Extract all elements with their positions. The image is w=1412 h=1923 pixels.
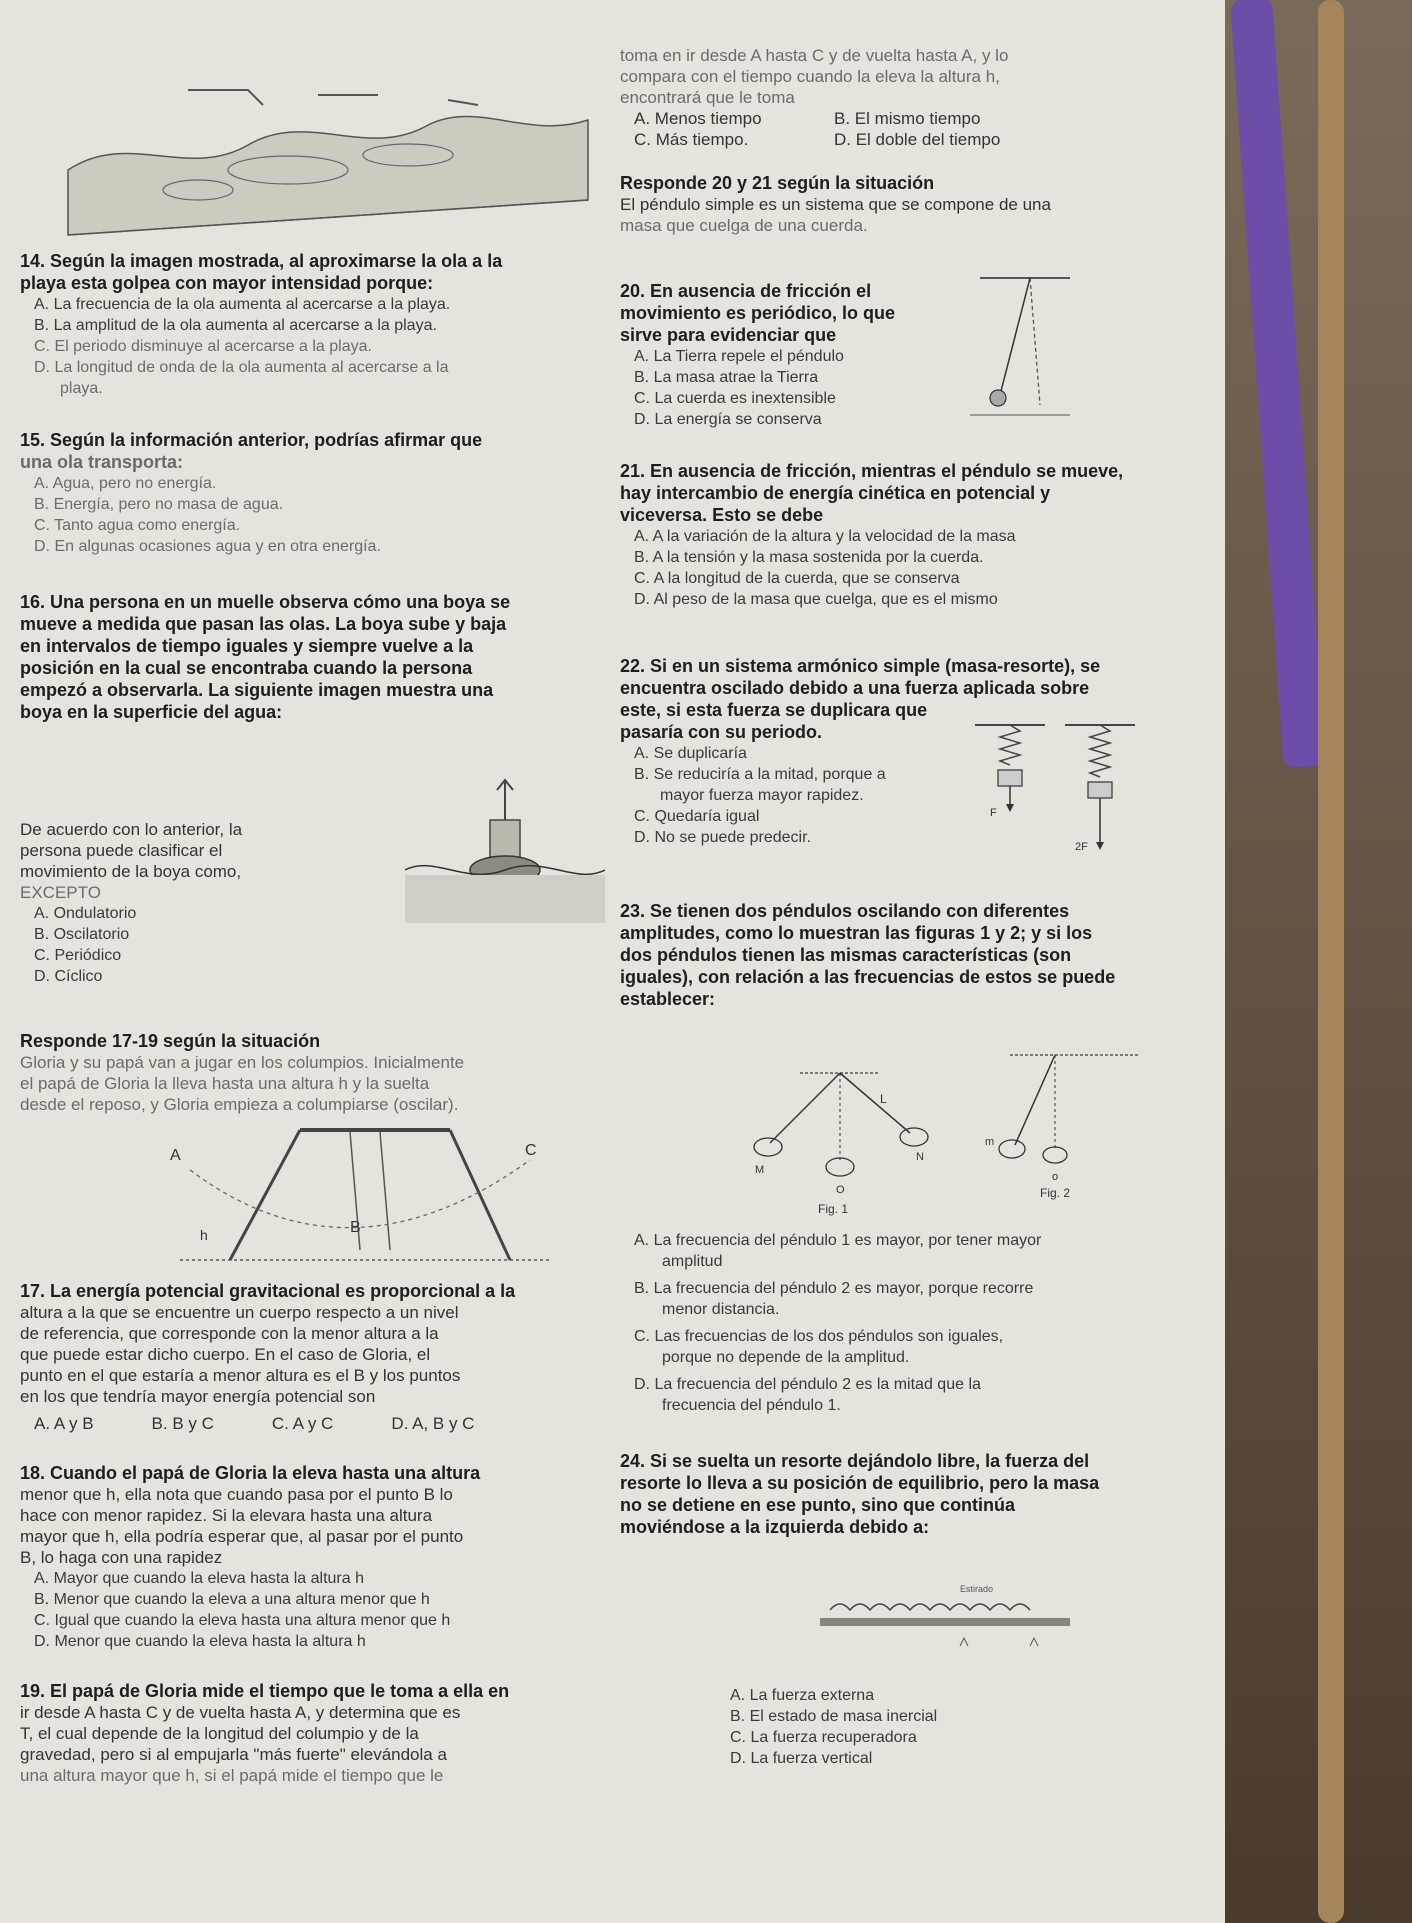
q14-option: playa. — [60, 380, 103, 397]
q22-line: 22. Si en un sistema armónico simple (masa-resorte), se — [620, 656, 1101, 676]
question-17 — [20, 1280, 630, 1434]
situation-20-21-header: Responde 20 y 21 según la situación — [620, 173, 935, 193]
q22-option[interactable]: B. Se reduciría a la mitad, porque a — [634, 766, 886, 783]
situation-20-21-text: El péndulo simple es un sistema que se compone de una — [620, 195, 1051, 214]
q24-line: no se detiene en ese punto, sino que continúa — [620, 1495, 1016, 1515]
q14-option[interactable]: C. El periodo disminuye al acercarse a la playa. — [34, 338, 372, 355]
q15-line: una ola transporta: — [20, 452, 184, 472]
q22-line: encuentra oscilado debido a una fuerza aplicada sobre — [620, 678, 1090, 698]
q15-option[interactable]: A. Agua, pero no energía. — [34, 475, 217, 492]
q16-line: boya en la superficie del agua: — [20, 702, 283, 722]
swing-label-a: A — [170, 1147, 181, 1164]
q17-option[interactable]: A. A y B — [34, 1414, 94, 1433]
q20-option[interactable]: B. La masa atrae la Tierra — [634, 369, 819, 386]
q19-continuation: encontrará que le toma — [620, 88, 795, 107]
q23-option-continued: amplitud — [662, 1253, 723, 1270]
q17-line: que puede estar dicho cuerpo. En el caso de Gloria, el — [20, 1345, 431, 1364]
q16-option[interactable]: A. Ondulatorio — [34, 905, 137, 922]
q20-line: 20. En ausencia de fricción el — [620, 281, 872, 301]
q15-option[interactable]: B. Energía, pero no masa de agua. — [34, 496, 284, 513]
q23-line: 23. Se tienen dos péndulos oscilando con diferentes — [620, 901, 1070, 921]
q18-option[interactable]: B. Menor que cuando la eleva a una altura menor que h — [34, 1591, 430, 1608]
q19-option[interactable]: A. Menos tiempo — [634, 109, 762, 128]
q16-text: movimiento de la boya como, — [20, 862, 242, 881]
q23-line: dos péndulos tienen las mismas características (son — [620, 945, 1072, 965]
swing-label-c: C — [525, 1142, 537, 1159]
question-14 — [20, 250, 610, 399]
q23-line: establecer: — [620, 989, 716, 1009]
q16-line: 16. Una persona en un muelle observa cómo una boya se — [20, 592, 511, 612]
q20-option[interactable]: A. La Tierra repele el péndulo — [634, 348, 844, 365]
question-15 — [20, 429, 610, 557]
question-18 — [20, 1462, 630, 1652]
q18-line: 18. Cuando el papá de Gloria la eleva hasta una altura — [20, 1463, 481, 1483]
q21-line: hay intercambio de energía cinética en potencial y — [620, 483, 1051, 503]
q21-option[interactable]: B. A la tensión y la masa sostenida por la cuerda. — [634, 549, 984, 566]
q19-continuation: compara con el tiempo cuando la eleva la altura h, — [620, 67, 1000, 86]
q18-line: B, lo haga con una rapidez — [20, 1548, 223, 1567]
q17-option[interactable]: B. B y C — [151, 1414, 214, 1433]
fig1-caption: Fig. 1 — [818, 1202, 849, 1216]
q15-option[interactable]: D. En algunas ocasiones agua y en otra energía. — [34, 538, 381, 555]
q20-option[interactable]: C. La cuerda es inextensible — [634, 390, 836, 407]
q16-option[interactable]: C. Periódico — [34, 947, 122, 964]
q17-option[interactable]: D. A, B y C — [391, 1414, 475, 1433]
swing-label-b: B — [350, 1219, 361, 1236]
q18-line: mayor que h, ella podría esperar que, al pasar por el punto — [20, 1527, 464, 1546]
q18-line: menor que h, ella nota que cuando pasa por el punto B lo — [20, 1485, 453, 1504]
q16-text: persona puede clasificar el — [20, 841, 223, 860]
q24-line: moviéndose a la izquierda debido a: — [620, 1517, 930, 1537]
fig1-label-o: O — [836, 1184, 845, 1196]
q16-option[interactable]: D. Cíclico — [34, 968, 103, 985]
q24-line: resorte lo lleva a su posición de equilibrio, pero la masa — [620, 1473, 1100, 1493]
q21-option[interactable]: A. A la variación de la altura y la velocidad de la masa — [634, 528, 1016, 545]
q19-line: T, el cual depende de la longitud del columpio y de la — [20, 1724, 419, 1743]
q19-option[interactable]: B. El mismo tiempo — [834, 109, 981, 128]
q22-option[interactable]: C. Quedaría igual — [634, 808, 760, 825]
q16-option[interactable]: B. Oscilatorio — [34, 926, 130, 943]
fig2-label-o: o — [1052, 1171, 1059, 1183]
situation-17-19-text: el papá de Gloria la lleva hasta una altura h y la suelta — [20, 1074, 430, 1093]
q14-line: 14. Según la imagen mostrada, al aproximarse la ola a la — [20, 251, 503, 271]
q23-option[interactable]: C. Las frecuencias de los dos péndulos son iguales, — [634, 1328, 1004, 1345]
q16-text: De acuerdo con lo anterior, la — [20, 820, 243, 839]
wooden-pencil — [1318, 0, 1344, 1923]
q23-option[interactable]: B. La frecuencia del péndulo 2 es mayor, porque recorre — [634, 1280, 1034, 1297]
q14-option[interactable]: A. La frecuencia de la ola aumenta al acercarse a la playa. — [34, 296, 451, 313]
q14-option[interactable]: B. La amplitud de la ola aumenta al acercarse a la playa. — [34, 317, 437, 334]
q20-line: sirve para evidenciar que — [620, 325, 837, 345]
q24-option[interactable]: A. La fuerza externa — [730, 1687, 875, 1704]
q23-line: iguales), con relación a las frecuencias de estos se puede — [620, 967, 1116, 987]
fig2-caption: Fig. 2 — [1040, 1186, 1071, 1200]
buoy-illustration — [405, 775, 605, 925]
q24-option[interactable]: C. La fuerza recuperadora — [730, 1729, 917, 1746]
swing-illustration — [150, 1120, 580, 1270]
situation-17-19-text: desde el reposo, y Gloria empieza a columpiarse (oscilar). — [20, 1095, 459, 1114]
q19-line: ir desde A hasta C y de vuelta hasta A, y determina que es — [20, 1703, 461, 1722]
q17-line: en los que tendría mayor energía potencial son — [20, 1387, 376, 1406]
two-pendulums-figure — [740, 1015, 1160, 1225]
q24-line: 24. Si se suelta un resorte dejándolo libre, la fuerza del — [620, 1451, 1090, 1471]
q18-line: hace con menor rapidez. Si la elevara hasta una altura — [20, 1506, 433, 1525]
force-label-f: F — [990, 807, 997, 819]
fig2-label-m: m — [985, 1136, 995, 1148]
q16-line: mueve a medida que pasan las olas. La boya sube y baja — [20, 614, 507, 634]
question-16 — [20, 591, 610, 723]
fig1-label-n: N — [916, 1151, 924, 1163]
q21-option[interactable]: C. A la longitud de la cuerda, que se conserva — [634, 570, 960, 587]
q22-option-continued: mayor fuerza mayor rapidez. — [660, 787, 864, 804]
horizontal-spring-illustration — [820, 1580, 1080, 1660]
q24-option[interactable]: D. La fuerza vertical — [730, 1750, 873, 1767]
q21-line: viceversa. Esto se debe — [620, 505, 824, 525]
q19-line: una altura mayor que h, si el papá mide el tiempo que le — [20, 1766, 444, 1785]
q23-option[interactable]: A. La frecuencia del péndulo 1 es mayor, por tener mayor — [634, 1232, 1042, 1249]
q24-option[interactable]: B. El estado de masa inercial — [730, 1708, 938, 1725]
q23-line: amplitudes, como lo muestran las figuras 1 y 2; y si los — [620, 923, 1093, 943]
q19-line: gravedad, pero si al empujarla "más fuerte" elevándola a — [20, 1745, 447, 1764]
q22-line: pasaría con su periodo. — [620, 722, 823, 742]
q18-option[interactable]: D. Menor que cuando la eleva hasta la altura h — [34, 1633, 366, 1650]
q16-text: EXCEPTO — [20, 883, 101, 902]
q18-option[interactable]: C. Igual que cuando la eleva hasta una altura menor que h — [34, 1612, 451, 1629]
q22-option[interactable]: D. No se puede predecir. — [634, 829, 811, 846]
q21-option[interactable]: D. Al peso de la masa que cuelga, que es el mismo — [634, 591, 998, 608]
q17-line: 17. La energía potencial gravitacional es proporcional a la — [20, 1281, 516, 1301]
q16-line: en intervalos de tiempo iguales y siempre vuelve a la — [20, 636, 474, 656]
q19-options-grid — [620, 108, 1110, 150]
q19-continuation: toma en ir desde A hasta C y de vuelta hasta A, y lo — [620, 46, 1009, 65]
q23-option-continued: porque no depende de la amplitud. — [662, 1349, 910, 1366]
q17-line: de referencia, que corresponde con la menor altura a la — [20, 1324, 439, 1343]
fig1-label-l: L — [880, 1092, 887, 1106]
fig1-label-m: M — [755, 1164, 765, 1176]
q23-option-continued: menor distancia. — [662, 1301, 780, 1318]
q16-line: empezó a observarla. La siguiente imagen muestra una — [20, 680, 494, 700]
situation-20-21-text: masa que cuelga de una cuerda. — [620, 216, 868, 235]
q14-line: playa esta golpea con mayor intensidad porque: — [20, 273, 434, 293]
q17-options-row — [20, 1413, 630, 1434]
situation-17-19-header: Responde 17-19 según la situación — [20, 1031, 321, 1051]
q17-line: punto en el que estaría a menor altura es el B y los puntos — [20, 1366, 461, 1385]
spring-mass-illustration — [970, 720, 1140, 865]
question-19 — [20, 1680, 630, 1786]
q17-option[interactable]: C. A y C — [271, 1414, 334, 1433]
situation-17-19-text: Gloria y su papá van a jugar en los columpios. Inicialmente — [20, 1053, 465, 1072]
q23-option-continued: frecuencia del péndulo 1. — [662, 1397, 841, 1414]
q20-option[interactable]: D. La energía se conserva — [634, 411, 822, 428]
force-label-2f: 2F — [1075, 841, 1088, 853]
q15-option[interactable]: C. Tanto agua como energía. — [34, 517, 241, 534]
q15-line: 15. Según la información anterior, podrías afirmar que — [20, 430, 483, 450]
q23-option[interactable]: D. La frecuencia del péndulo 2 es la mitad que la — [634, 1376, 981, 1393]
q17-line: altura a la que se encuentre un cuerpo respecto a un nivel — [20, 1303, 459, 1322]
q14-option[interactable]: D. La longitud de onda de la ola aumenta al acercarse a la — [34, 359, 449, 376]
q22-option[interactable]: A. Se duplicaría — [634, 745, 747, 762]
q19-line: 19. El papá de Gloria mide el tiempo que le toma a ella en — [20, 1681, 510, 1701]
q18-option[interactable]: A. Mayor que cuando la eleva hasta la altura h — [34, 1570, 364, 1587]
q22-line: este, si esta fuerza se duplicara que — [620, 700, 928, 720]
q21-line: 21. En ausencia de fricción, mientras el péndulo se mueve, — [620, 461, 1124, 481]
question-21 — [620, 460, 1180, 610]
spring-label-stretched: Estirado — [960, 1584, 994, 1594]
q16-line: posición en la cual se encontraba cuando la persona — [20, 658, 473, 678]
q19-option[interactable]: D. El doble del tiempo — [834, 130, 1001, 149]
q19-option[interactable]: C. Más tiempo. — [634, 130, 749, 149]
pendulum-illustration — [960, 270, 1080, 425]
wave-beach-illustration — [48, 50, 608, 240]
q20-line: movimiento es periódico, lo que — [620, 303, 896, 323]
swing-label-h: h — [200, 1227, 208, 1243]
